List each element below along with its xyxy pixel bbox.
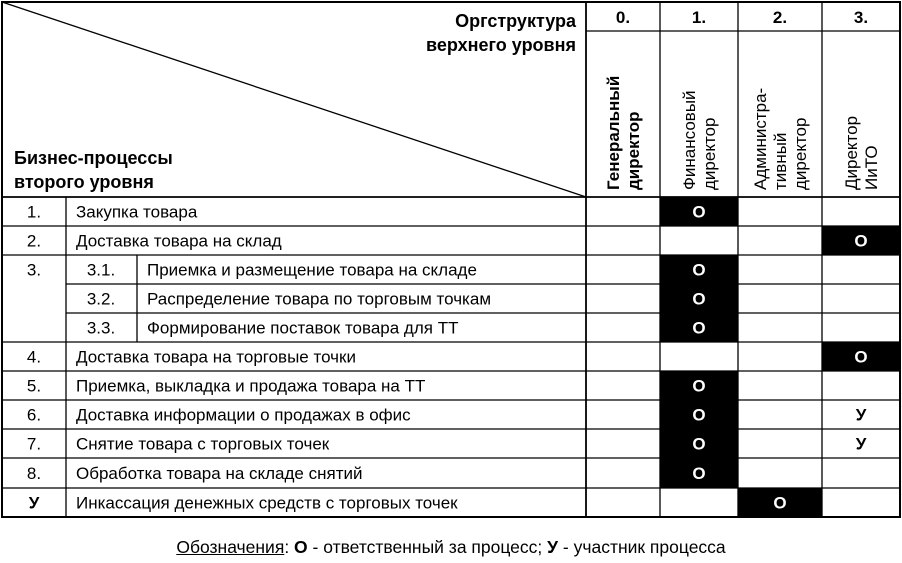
column-number: 0. [615, 8, 631, 27]
row-number: 5. [26, 376, 42, 396]
column-title: директор [700, 117, 719, 190]
column-title: Генеральный [604, 75, 623, 190]
row-number: 6. [26, 405, 42, 425]
row-label: Доставка товара на торговые точки [76, 347, 356, 367]
column-title: Директор [842, 115, 861, 190]
row-label: Снятие товара с торговых точек [76, 434, 330, 454]
row-sub-number: 3.2. [86, 289, 116, 309]
row-label: Инкассация денежных средств с торговых точек [76, 493, 458, 513]
row-mark: О [692, 376, 706, 396]
corner-top-line-2: верхнего уровня [426, 35, 576, 55]
row-label: Распределение товара по торговым точкам [147, 289, 492, 309]
row-mark: О [773, 493, 787, 513]
corner-top-line-1: Оргструктура [455, 11, 576, 31]
row-sub-number: 3.1. [86, 260, 116, 280]
row-number: 1. [26, 202, 42, 222]
table-body [27, 197, 900, 517]
row-mark: О [692, 260, 706, 280]
legend-title: Обозначения [176, 537, 285, 557]
row-mark: У [855, 405, 867, 425]
column-number: 3. [853, 8, 869, 27]
row-mark: У [855, 434, 867, 454]
column-title: Финансовый [680, 90, 699, 190]
row-label: Закупка товара [76, 202, 198, 222]
legend-colon: : [284, 537, 295, 557]
column-headers [604, 8, 881, 190]
row-label: Обработка товара на складе снятий [76, 464, 363, 483]
corner-bottom-line-2: второго уровня [14, 172, 154, 192]
row-label: Доставка информации о продажах в офис [76, 405, 411, 425]
row-label: Приемка, выкладка и продажа товара на ТТ [76, 376, 426, 396]
row-mark: О [692, 289, 706, 309]
row-mark: О [692, 434, 706, 454]
column-title: тивный [771, 132, 790, 190]
row-mark: О [854, 347, 868, 367]
legend-u-symbol: У [547, 537, 559, 557]
row-label: Приемка и размещение товара на складе [147, 260, 477, 280]
row-number: 2. [26, 231, 42, 251]
legend-u-text: - участник процесса [558, 537, 726, 557]
column-title: ИиТО [862, 145, 881, 190]
row-number: 7. [26, 434, 42, 454]
row-label: Доставка товара на склад [76, 231, 282, 251]
row-mark: О [854, 231, 868, 251]
row-mark: О [692, 405, 706, 425]
row-number: 3. [26, 260, 42, 280]
row-sub-number: 3.3. [86, 318, 116, 338]
column-title: директор [624, 111, 643, 190]
column-title: Администра- [751, 87, 770, 190]
column-number: 2. [772, 8, 788, 27]
row-number: У [28, 493, 40, 513]
corner-bottom-line-1: Бизнес-процессы [14, 148, 173, 168]
legend-o-text: - ответственный за процесс; [307, 537, 548, 557]
row-mark: О [692, 464, 706, 483]
row-mark: О [692, 202, 706, 222]
column-number: 1. [691, 8, 707, 27]
row-label: Формирование поставок товара для ТТ [147, 318, 459, 338]
legend-o-symbol: О [294, 537, 308, 557]
row-mark: О [692, 318, 706, 338]
row-number: 8. [26, 464, 42, 483]
legend [0, 537, 902, 558]
column-title: директор [791, 117, 810, 190]
row-number: 4. [26, 347, 42, 367]
